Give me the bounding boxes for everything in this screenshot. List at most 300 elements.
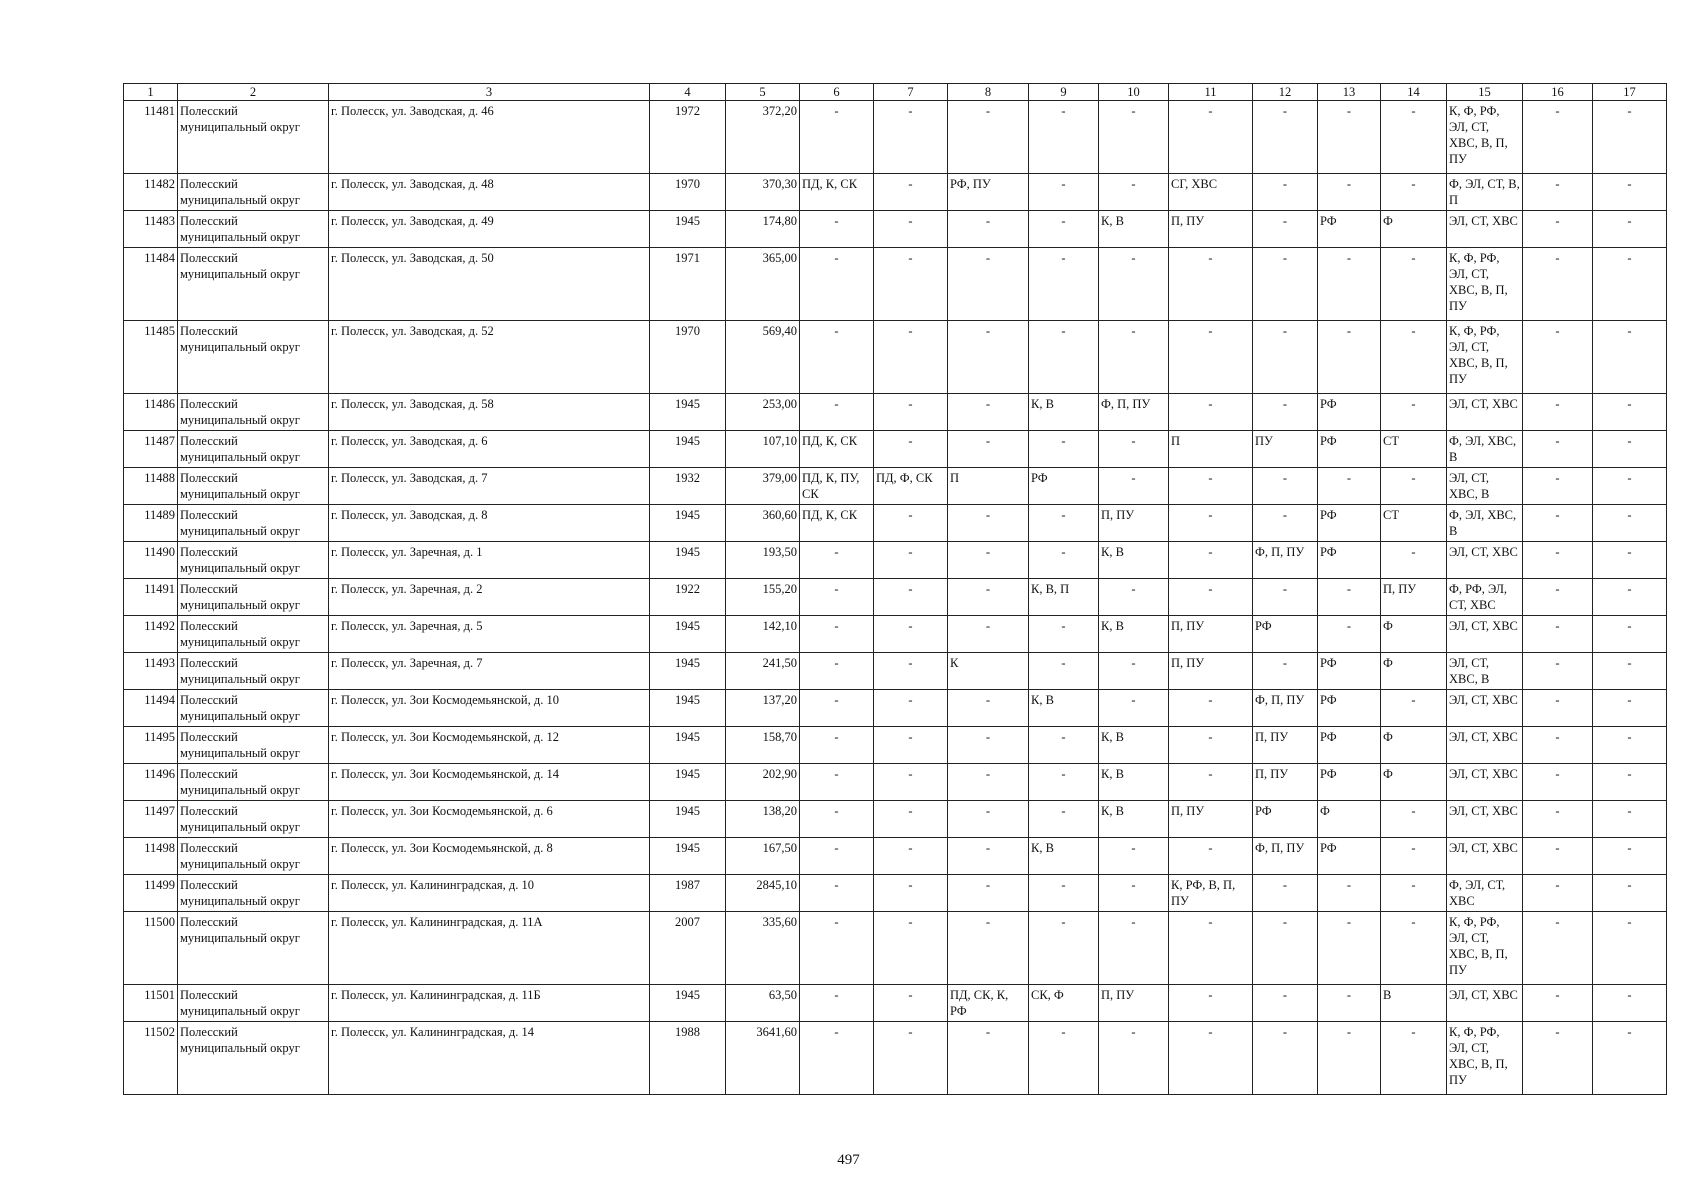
cell-col-8: К (948, 653, 1029, 690)
cell-col-14: - (1381, 801, 1447, 838)
cell-col-14: - (1381, 1022, 1447, 1095)
cell-col-15: К, Ф, РФ, ЭЛ, СТ, ХВС, В, П, ПУ (1447, 912, 1523, 985)
cell-municipality: Полесский муниципальный округ (178, 690, 329, 727)
cell-col-7: - (874, 985, 948, 1022)
cell-col-9: - (1029, 727, 1099, 764)
cell-col-6: - (800, 394, 874, 431)
cell-col-16: - (1523, 394, 1593, 431)
cell-col-7: - (874, 505, 948, 542)
cell-col-11: П, ПУ (1169, 801, 1253, 838)
cell-col-6: - (800, 912, 874, 985)
cell-address: г. Полесск, ул. Заречная, д. 7 (329, 653, 650, 690)
cell-address: г. Полесск, ул. Зои Космодемьянской, д. 6 (329, 801, 650, 838)
cell-municipality: Полесский муниципальный округ (178, 985, 329, 1022)
column-header-14: 14 (1381, 84, 1447, 101)
cell-col-13: РФ (1318, 431, 1381, 468)
cell-row-number: 11499 (124, 875, 178, 912)
cell-col-12: Ф, П, ПУ (1253, 838, 1318, 875)
cell-col-14: СТ (1381, 505, 1447, 542)
cell-col-10: - (1099, 174, 1169, 211)
cell-address: г. Полесск, ул. Заводская, д. 49 (329, 211, 650, 248)
cell-build-year: 1945 (650, 653, 726, 690)
cell-col-7: - (874, 431, 948, 468)
cell-municipality: Полесский муниципальный округ (178, 653, 329, 690)
cell-col-17: - (1593, 801, 1667, 838)
cell-col-10: - (1099, 875, 1169, 912)
cell-build-year: 1945 (650, 838, 726, 875)
cell-col-13: РФ (1318, 690, 1381, 727)
cell-col-15: Ф, РФ, ЭЛ, СТ, ХВС (1447, 579, 1523, 616)
cell-col-16: - (1523, 985, 1593, 1022)
cell-build-year: 1945 (650, 801, 726, 838)
cell-build-year: 1945 (650, 394, 726, 431)
cell-municipality: Полесский муниципальный округ (178, 211, 329, 248)
cell-municipality: Полесский муниципальный округ (178, 542, 329, 579)
cell-col-17: - (1593, 542, 1667, 579)
cell-row-number: 11500 (124, 912, 178, 985)
cell-col-12: - (1253, 394, 1318, 431)
cell-address: г. Полесск, ул. Зои Космодемьянской, д. 12 (329, 727, 650, 764)
cell-col-13: РФ (1318, 542, 1381, 579)
cell-col-6: - (800, 211, 874, 248)
cell-floor-area: 360,60 (726, 505, 800, 542)
cell-col-7: - (874, 248, 948, 321)
cell-row-number: 11486 (124, 394, 178, 431)
cell-col-17: - (1593, 248, 1667, 321)
cell-col-14: - (1381, 321, 1447, 394)
cell-municipality: Полесский муниципальный округ (178, 801, 329, 838)
register-table (123, 83, 1667, 1095)
column-header-16: 16 (1523, 84, 1593, 101)
cell-floor-area: 107,10 (726, 431, 800, 468)
cell-col-16: - (1523, 101, 1593, 174)
cell-col-6: - (800, 838, 874, 875)
table-row (124, 616, 1667, 653)
cell-col-9: - (1029, 616, 1099, 653)
cell-col-14: - (1381, 690, 1447, 727)
column-header-10: 10 (1099, 84, 1169, 101)
cell-floor-area: 379,00 (726, 468, 800, 505)
cell-col-15: К, Ф, РФ, ЭЛ, СТ, ХВС, В, П, ПУ (1447, 1022, 1523, 1095)
column-header-7: 7 (874, 84, 948, 101)
cell-row-number: 11488 (124, 468, 178, 505)
cell-col-13: - (1318, 1022, 1381, 1095)
cell-row-number: 11497 (124, 801, 178, 838)
cell-floor-area: 158,70 (726, 727, 800, 764)
cell-col-14: Ф (1381, 211, 1447, 248)
cell-col-12: - (1253, 174, 1318, 211)
table-row (124, 542, 1667, 579)
cell-col-13: Ф (1318, 801, 1381, 838)
cell-col-13: - (1318, 468, 1381, 505)
cell-col-15: К, Ф, РФ, ЭЛ, СТ, ХВС, В, П, ПУ (1447, 248, 1523, 321)
cell-floor-area: 335,60 (726, 912, 800, 985)
cell-col-14: - (1381, 875, 1447, 912)
cell-col-10: - (1099, 101, 1169, 174)
cell-col-9: - (1029, 764, 1099, 801)
cell-col-6: - (800, 248, 874, 321)
cell-row-number: 11501 (124, 985, 178, 1022)
column-header-13: 13 (1318, 84, 1381, 101)
cell-col-10: К, В (1099, 764, 1169, 801)
cell-build-year: 1988 (650, 1022, 726, 1095)
cell-col-13: - (1318, 248, 1381, 321)
cell-col-12: - (1253, 211, 1318, 248)
cell-col-17: - (1593, 985, 1667, 1022)
cell-col-9: - (1029, 653, 1099, 690)
cell-col-6: - (800, 542, 874, 579)
cell-col-10: П, ПУ (1099, 985, 1169, 1022)
cell-col-15: ЭЛ, СТ, ХВС (1447, 394, 1523, 431)
cell-col-7: - (874, 174, 948, 211)
cell-col-16: - (1523, 653, 1593, 690)
cell-address: г. Полесск, ул. Заводская, д. 52 (329, 321, 650, 394)
cell-row-number: 11490 (124, 542, 178, 579)
cell-col-10: П, ПУ (1099, 505, 1169, 542)
cell-col-10: - (1099, 321, 1169, 394)
cell-address: г. Полесск, ул. Заводская, д. 58 (329, 394, 650, 431)
cell-col-12: - (1253, 912, 1318, 985)
cell-col-12: - (1253, 653, 1318, 690)
cell-col-12: - (1253, 248, 1318, 321)
cell-build-year: 1945 (650, 764, 726, 801)
cell-col-9: - (1029, 875, 1099, 912)
cell-col-16: - (1523, 875, 1593, 912)
cell-col-17: - (1593, 653, 1667, 690)
table-row (124, 579, 1667, 616)
cell-col-8: - (948, 101, 1029, 174)
cell-municipality: Полесский муниципальный округ (178, 579, 329, 616)
cell-col-15: Ф, ЭЛ, СТ, ХВС (1447, 875, 1523, 912)
cell-col-15: ЭЛ, СТ, ХВС, В (1447, 468, 1523, 505)
cell-col-6: - (800, 985, 874, 1022)
cell-floor-area: 202,90 (726, 764, 800, 801)
cell-address: г. Полесск, ул. Калининградская, д. 11А (329, 912, 650, 985)
table-row (124, 505, 1667, 542)
cell-col-15: Ф, ЭЛ, ХВС, В (1447, 505, 1523, 542)
cell-col-12: - (1253, 875, 1318, 912)
cell-build-year: 1971 (650, 248, 726, 321)
cell-col-10: - (1099, 912, 1169, 985)
cell-floor-area: 370,30 (726, 174, 800, 211)
cell-col-16: - (1523, 542, 1593, 579)
cell-col-13: РФ (1318, 764, 1381, 801)
table-row (124, 838, 1667, 875)
cell-col-9: К, В (1029, 690, 1099, 727)
cell-col-11: - (1169, 690, 1253, 727)
cell-col-9: К, В (1029, 838, 1099, 875)
cell-municipality: Полесский муниципальный округ (178, 875, 329, 912)
cell-col-11: - (1169, 912, 1253, 985)
cell-col-6: ПД, К, СК (800, 505, 874, 542)
cell-build-year: 1945 (650, 616, 726, 653)
cell-col-10: - (1099, 690, 1169, 727)
cell-build-year: 1972 (650, 101, 726, 174)
cell-col-12: - (1253, 101, 1318, 174)
cell-col-8: - (948, 394, 1029, 431)
cell-col-12: Ф, П, ПУ (1253, 690, 1318, 727)
cell-col-8: - (948, 690, 1029, 727)
cell-col-6: - (800, 616, 874, 653)
cell-col-14: - (1381, 101, 1447, 174)
cell-col-17: - (1593, 174, 1667, 211)
cell-col-8: - (948, 764, 1029, 801)
cell-address: г. Полесск, ул. Заводская, д. 48 (329, 174, 650, 211)
cell-col-16: - (1523, 764, 1593, 801)
cell-col-9: К, В (1029, 394, 1099, 431)
cell-col-12: ПУ (1253, 431, 1318, 468)
cell-address: г. Полесск, ул. Заводская, д. 7 (329, 468, 650, 505)
cell-row-number: 11482 (124, 174, 178, 211)
cell-col-12: П, ПУ (1253, 764, 1318, 801)
cell-address: г. Полесск, ул. Зои Космодемьянской, д. 14 (329, 764, 650, 801)
cell-col-16: - (1523, 727, 1593, 764)
cell-col-6: - (800, 801, 874, 838)
cell-col-9: РФ (1029, 468, 1099, 505)
cell-col-17: - (1593, 838, 1667, 875)
table-row (124, 101, 1667, 174)
cell-col-14: СТ (1381, 431, 1447, 468)
column-header-4: 4 (650, 84, 726, 101)
table-row (124, 431, 1667, 468)
cell-col-8: РФ, ПУ (948, 174, 1029, 211)
cell-col-15: ЭЛ, СТ, ХВС (1447, 542, 1523, 579)
cell-floor-area: 372,20 (726, 101, 800, 174)
cell-col-7: - (874, 727, 948, 764)
cell-col-11: - (1169, 394, 1253, 431)
cell-row-number: 11493 (124, 653, 178, 690)
cell-col-13: - (1318, 101, 1381, 174)
cell-floor-area: 193,50 (726, 542, 800, 579)
cell-col-17: - (1593, 1022, 1667, 1095)
cell-floor-area: 253,00 (726, 394, 800, 431)
cell-col-10: К, В (1099, 616, 1169, 653)
cell-col-15: К, Ф, РФ, ЭЛ, СТ, ХВС, В, П, ПУ (1447, 101, 1523, 174)
cell-col-17: - (1593, 764, 1667, 801)
cell-col-6: - (800, 764, 874, 801)
cell-floor-area: 167,50 (726, 838, 800, 875)
cell-build-year: 1945 (650, 505, 726, 542)
column-header-1: 1 (124, 84, 178, 101)
cell-col-14: П, ПУ (1381, 579, 1447, 616)
cell-col-13: РФ (1318, 394, 1381, 431)
table-row (124, 912, 1667, 985)
cell-col-13: - (1318, 912, 1381, 985)
cell-col-8: - (948, 912, 1029, 985)
cell-address: г. Полесск, ул. Калининградская, д. 10 (329, 875, 650, 912)
cell-col-13: - (1318, 174, 1381, 211)
cell-col-9: - (1029, 912, 1099, 985)
cell-municipality: Полесский муниципальный округ (178, 616, 329, 653)
cell-col-13: РФ (1318, 838, 1381, 875)
column-header-12: 12 (1253, 84, 1318, 101)
table-row (124, 801, 1667, 838)
cell-col-15: ЭЛ, СТ, ХВС (1447, 211, 1523, 248)
table-row (124, 211, 1667, 248)
cell-col-16: - (1523, 174, 1593, 211)
column-header-5: 5 (726, 84, 800, 101)
column-header-3: 3 (329, 84, 650, 101)
cell-col-12: - (1253, 985, 1318, 1022)
cell-col-7: - (874, 101, 948, 174)
cell-col-11: - (1169, 101, 1253, 174)
cell-col-15: ЭЛ, СТ, ХВС, В (1447, 653, 1523, 690)
cell-address: г. Полесск, ул. Зои Космодемьянской, д. 8 (329, 838, 650, 875)
cell-col-9: - (1029, 101, 1099, 174)
cell-col-8: - (948, 211, 1029, 248)
cell-floor-area: 142,10 (726, 616, 800, 653)
cell-row-number: 11489 (124, 505, 178, 542)
cell-col-13: РФ (1318, 505, 1381, 542)
cell-col-10: Ф, П, ПУ (1099, 394, 1169, 431)
cell-municipality: Полесский муниципальный округ (178, 321, 329, 394)
cell-municipality: Полесский муниципальный округ (178, 174, 329, 211)
cell-build-year: 1945 (650, 690, 726, 727)
cell-col-8: - (948, 248, 1029, 321)
cell-col-14: - (1381, 542, 1447, 579)
cell-row-number: 11491 (124, 579, 178, 616)
cell-col-14: Ф (1381, 764, 1447, 801)
cell-build-year: 1987 (650, 875, 726, 912)
cell-col-17: - (1593, 912, 1667, 985)
cell-col-10: - (1099, 431, 1169, 468)
cell-col-10: К, В (1099, 727, 1169, 764)
cell-col-16: - (1523, 248, 1593, 321)
cell-col-11: П (1169, 431, 1253, 468)
cell-municipality: Полесский муниципальный округ (178, 101, 329, 174)
cell-col-10: - (1099, 248, 1169, 321)
cell-col-12: П, ПУ (1253, 727, 1318, 764)
cell-col-11: - (1169, 579, 1253, 616)
cell-col-16: - (1523, 690, 1593, 727)
cell-col-9: - (1029, 801, 1099, 838)
cell-floor-area: 138,20 (726, 801, 800, 838)
cell-col-6: - (800, 653, 874, 690)
cell-col-12: - (1253, 468, 1318, 505)
cell-col-14: Ф (1381, 727, 1447, 764)
table-row (124, 985, 1667, 1022)
cell-build-year: 1970 (650, 321, 726, 394)
cell-col-10: - (1099, 579, 1169, 616)
cell-floor-area: 174,80 (726, 211, 800, 248)
cell-col-15: ЭЛ, СТ, ХВС (1447, 801, 1523, 838)
cell-col-9: СК, Ф (1029, 985, 1099, 1022)
cell-row-number: 11481 (124, 101, 178, 174)
cell-col-11: - (1169, 248, 1253, 321)
cell-col-15: ЭЛ, СТ, ХВС (1447, 838, 1523, 875)
cell-col-14: - (1381, 912, 1447, 985)
cell-row-number: 11498 (124, 838, 178, 875)
cell-col-17: - (1593, 727, 1667, 764)
cell-col-7: - (874, 211, 948, 248)
cell-col-17: - (1593, 579, 1667, 616)
table-row (124, 468, 1667, 505)
cell-col-12: - (1253, 321, 1318, 394)
cell-col-9: - (1029, 248, 1099, 321)
table-row (124, 394, 1667, 431)
cell-col-11: СГ, ХВС (1169, 174, 1253, 211)
cell-col-10: К, В (1099, 801, 1169, 838)
cell-address: г. Полесск, ул. Заречная, д. 1 (329, 542, 650, 579)
cell-col-13: РФ (1318, 727, 1381, 764)
cell-col-6: - (800, 1022, 874, 1095)
cell-col-17: - (1593, 690, 1667, 727)
cell-col-14: - (1381, 248, 1447, 321)
cell-col-11: - (1169, 764, 1253, 801)
table-row (124, 690, 1667, 727)
table-row (124, 248, 1667, 321)
column-header-11: 11 (1169, 84, 1253, 101)
cell-col-15: ЭЛ, СТ, ХВС (1447, 616, 1523, 653)
cell-col-6: - (800, 321, 874, 394)
cell-municipality: Полесский муниципальный округ (178, 1022, 329, 1095)
cell-col-8: П (948, 468, 1029, 505)
cell-col-16: - (1523, 321, 1593, 394)
page-number: 497 (837, 1152, 860, 1168)
cell-floor-area: 63,50 (726, 985, 800, 1022)
cell-col-9: - (1029, 431, 1099, 468)
cell-col-16: - (1523, 801, 1593, 838)
cell-col-11: - (1169, 542, 1253, 579)
cell-municipality: Полесский муниципальный округ (178, 394, 329, 431)
cell-col-16: - (1523, 211, 1593, 248)
column-header-6: 6 (800, 84, 874, 101)
cell-col-6: - (800, 690, 874, 727)
cell-col-11: - (1169, 321, 1253, 394)
cell-col-7: - (874, 764, 948, 801)
table-row (124, 727, 1667, 764)
cell-build-year: 1945 (650, 985, 726, 1022)
cell-col-11: - (1169, 505, 1253, 542)
cell-municipality: Полесский муниципальный округ (178, 468, 329, 505)
header-row (124, 84, 1667, 101)
cell-row-number: 11494 (124, 690, 178, 727)
cell-col-16: - (1523, 579, 1593, 616)
cell-col-13: - (1318, 616, 1381, 653)
cell-col-10: К, В (1099, 211, 1169, 248)
cell-col-14: Ф (1381, 616, 1447, 653)
cell-col-17: - (1593, 394, 1667, 431)
cell-address: г. Полесск, ул. Заводская, д. 50 (329, 248, 650, 321)
cell-col-6: ПД, К, ПУ, СК (800, 468, 874, 505)
cell-row-number: 11485 (124, 321, 178, 394)
cell-col-11: К, РФ, В, П, ПУ (1169, 875, 1253, 912)
cell-col-7: - (874, 579, 948, 616)
cell-col-17: - (1593, 431, 1667, 468)
cell-col-9: - (1029, 505, 1099, 542)
cell-floor-area: 241,50 (726, 653, 800, 690)
cell-municipality: Полесский муниципальный округ (178, 764, 329, 801)
cell-col-15: ЭЛ, СТ, ХВС (1447, 727, 1523, 764)
cell-address: г. Полесск, ул. Калининградская, д. 11Б (329, 985, 650, 1022)
cell-col-6: ПД, К, СК (800, 431, 874, 468)
cell-col-10: - (1099, 468, 1169, 505)
cell-col-8: - (948, 321, 1029, 394)
cell-municipality: Полесский муниципальный округ (178, 505, 329, 542)
cell-address: г. Полесск, ул. Заводская, д. 6 (329, 431, 650, 468)
cell-col-13: - (1318, 875, 1381, 912)
cell-floor-area: 137,20 (726, 690, 800, 727)
cell-col-12: Ф, П, ПУ (1253, 542, 1318, 579)
cell-col-14: В (1381, 985, 1447, 1022)
cell-col-12: - (1253, 505, 1318, 542)
cell-col-7: - (874, 542, 948, 579)
cell-col-11: П, ПУ (1169, 653, 1253, 690)
cell-col-7: - (874, 653, 948, 690)
cell-address: г. Полесск, ул. Зои Космодемьянской, д. 10 (329, 690, 650, 727)
cell-col-8: - (948, 1022, 1029, 1095)
cell-build-year: 1945 (650, 431, 726, 468)
